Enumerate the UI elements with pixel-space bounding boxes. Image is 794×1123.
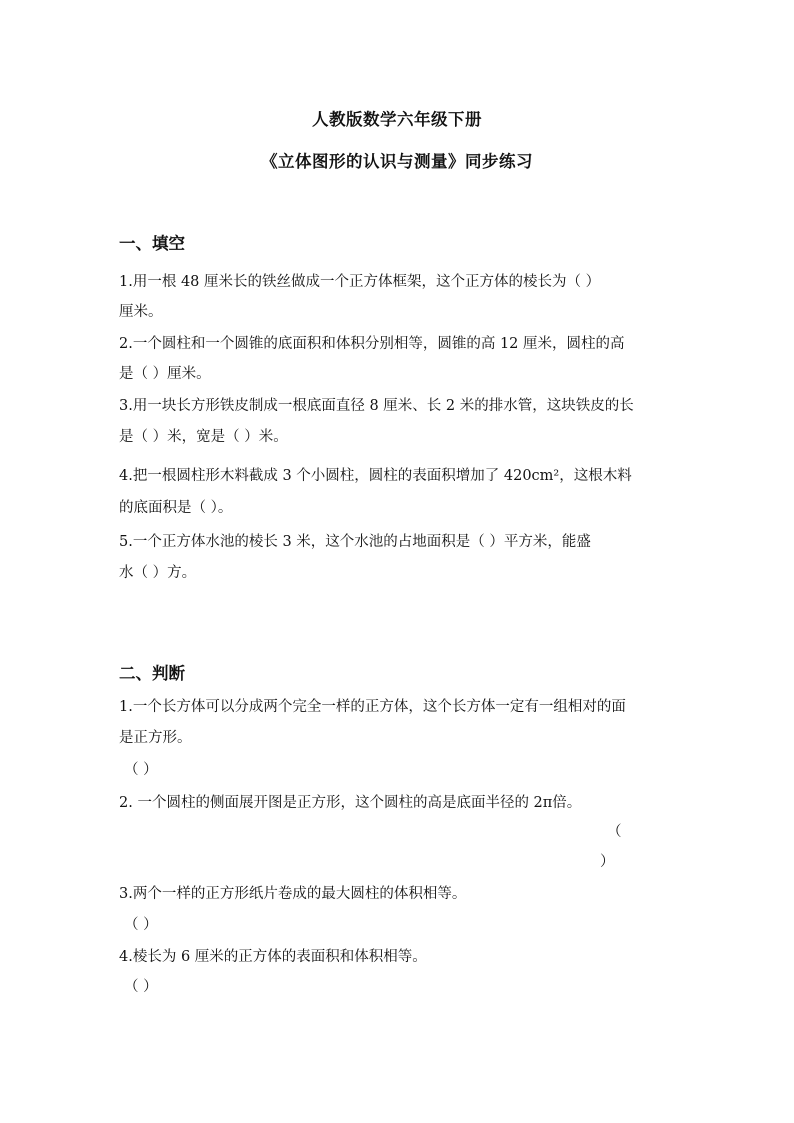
fill-q4-line2: 的底面积是（ ）。 [119,500,233,516]
judge-q1-answer: （ ） [124,762,158,778]
judge-q2-answer-open: （ [607,824,622,840]
judge-q3-line1: 3.两个一样的正方形纸片卷成的最大圆柱的体积相等。 [119,886,467,902]
page-title: 人教版数学六年级下册 [312,110,482,129]
judge-q1-line1: 1.一个长方体可以分成两个完全一样的正方体，这个长方体一定有一组相对的面 [119,699,626,715]
judge-q2-line1: 2. 一个圆柱的侧面展开图是正方形，这个圆柱的高是底面半径的 2π倍。 [119,795,582,811]
fill-q5-line1: 5.一个正方体水池的棱长 3 米，这个水池的占地面积是（ ）平方米，能盛 [119,534,591,550]
fill-q1-line1: 1.用一根 48 厘米长的铁丝做成一个正方体框架，这个正方体的棱长为（ ） [119,274,601,290]
section-fill-heading: 一、填空 [119,234,185,253]
fill-q2-line2: 是（ ）厘米。 [119,366,211,382]
fill-q2-line1: 2.一个圆柱和一个圆锥的底面积和体积分别相等，圆锥的高 12 厘米，圆柱的高 [119,336,625,352]
judge-q4-answer: （ ） [124,979,158,995]
fill-q3-line1: 3.用一块长方形铁皮制成一根底面直径 8 厘米、长 2 米的排水管，这块铁皮的长 [119,398,634,414]
judge-q3-answer: （ ） [124,917,158,933]
judge-q4-line1: 4.棱长为 6 厘米的正方体的表面积和体积相等。 [119,949,427,965]
section-judge-heading: 二、判断 [119,664,185,683]
page-subtitle: 《立体图形的认识与测量》同步练习 [261,152,533,171]
judge-q1-line2: 是正方形。 [119,730,192,746]
fill-q1-line2: 厘米。 [119,304,163,320]
judge-q2-answer-close: ） [600,854,615,870]
fill-q4-line1: 4.把一根圆柱形木料截成 3 个小圆柱，圆柱的表面积增加了 420cm²，这根木料 [119,468,632,484]
fill-q3-line2: 是（ ）米，宽是（ ）米。 [119,429,288,445]
fill-q5-line2: 水（ ）方。 [119,565,197,581]
